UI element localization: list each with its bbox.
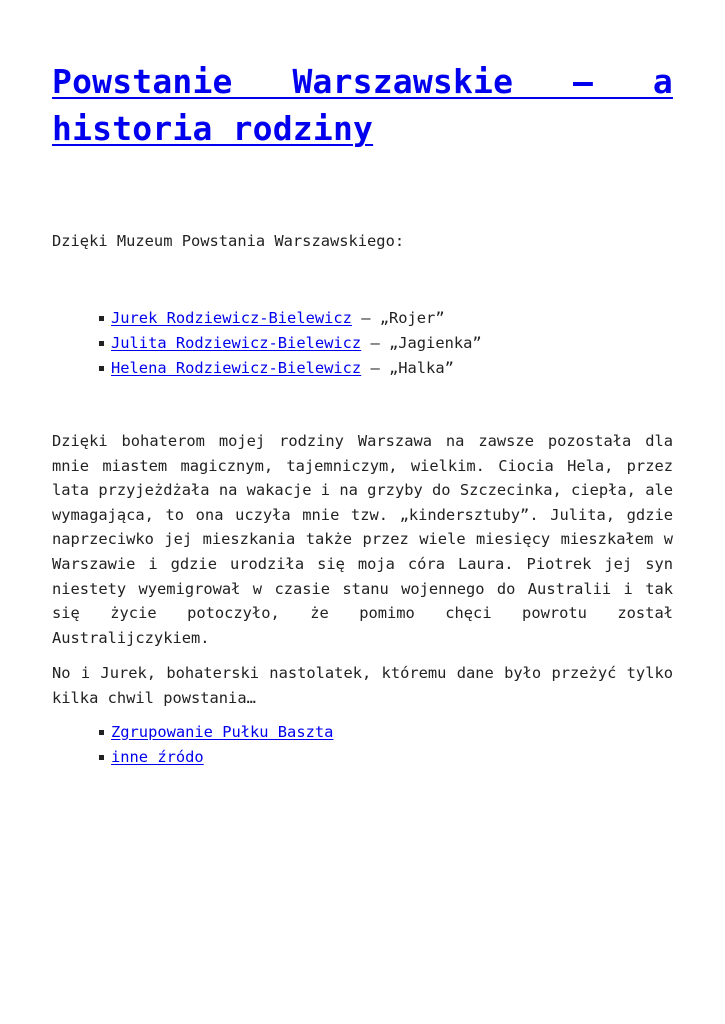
sources-list [52,720,673,770]
body-paragraph-2: No i Jurek, bohaterski nastolatek, któremu dane było przeżyć tylko kilka chwil powstania… [52,664,673,707]
intro-text: Dzięki Muzeum Powstania Warszawskiego: [52,232,405,250]
page-title [52,58,673,152]
source-link-baszta[interactable]: Zgrupowanie Pułku Baszta [111,722,334,741]
list-item [99,356,673,381]
person-nickname: – „Rojer” [351,309,445,327]
source-link-other[interactable]: inne źródo [111,747,204,766]
list-item [99,331,673,356]
list-item [99,720,673,745]
title-link[interactable]: Powstanie Warszawskie – a historia rodziny [52,62,673,148]
list-item [99,306,673,331]
person-link-helena[interactable]: Helena Rodziewicz-Bielewicz [111,359,362,377]
list-item [99,745,673,770]
body-paragraph-1: Dzięki bohaterom mojej rodziny Warszawa na zawsze pozostała dla mnie miastem magicznym, tajemniczym, wielkim. Ciocia Hela, przez lata przyjeżdżała na wakacje i na grzyby do Szczecinka, ciepła, ale wymagająca, to ona uczyła mnie tzw. „kindersztuby”. Julita, gdzie naprzeciwko jej mieszkania także przez wiele miesięcy mieszkałem w Warszawie i gdzie urodziła się moja córa Laura. Piotrek jej syn niestety wyemigrował w czasie stanu wojennego do Australii i tak się życie potoczyło, że pomimo chęci powrotu został Australijczykiem. [52,432,673,647]
person-link-julita[interactable]: Julita Rodziewicz-Bielewicz [111,334,362,352]
person-link-jurek[interactable]: Jurek Rodziewicz-Bielewicz [111,309,352,327]
article [52,0,673,770]
persons-list [52,306,673,381]
person-nickname: – „Halka” [361,359,454,377]
person-nickname: – „Jagienka” [361,334,482,352]
